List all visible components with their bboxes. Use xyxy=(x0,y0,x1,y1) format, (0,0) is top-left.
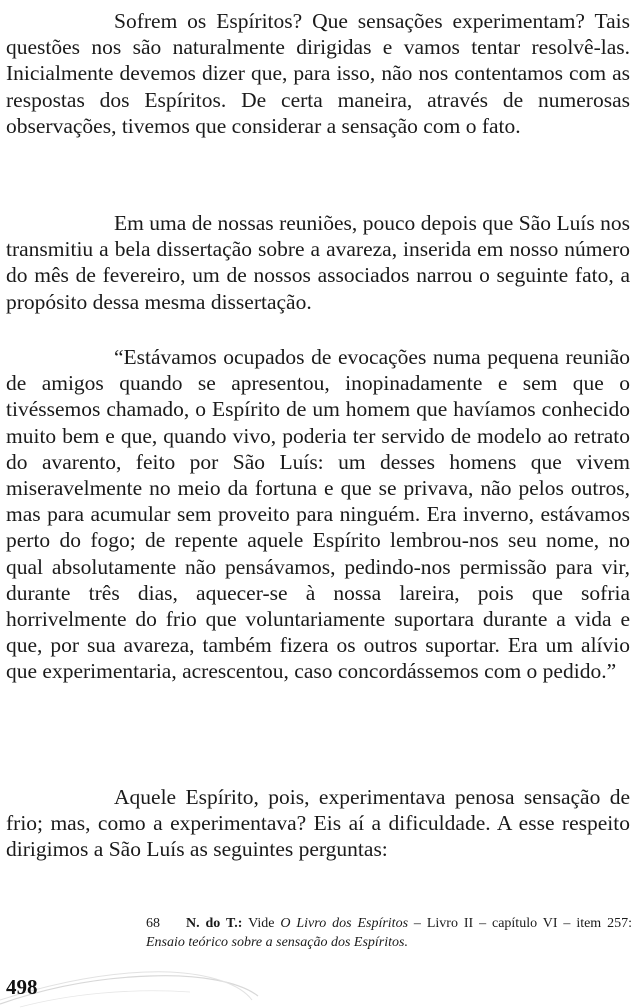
footnote-label: N. do T.: xyxy=(186,916,243,931)
page-number: 498 xyxy=(6,975,38,999)
paragraph-2 xyxy=(6,210,630,315)
footnote-number: 68 xyxy=(146,916,160,931)
footnote-text-before: Vide xyxy=(242,916,281,931)
paragraph-4 xyxy=(6,784,630,863)
decorative-swoosh xyxy=(0,960,260,1008)
footnote xyxy=(146,914,632,952)
paragraph-2-text: Em uma de nossas reuniões, pouco depois que São Luís nos transmitiu a bela dissertação sobre a avareza, inserida em nosso número do mês de fevereiro, um de nossos associados narrou o seguinte fato, a propósito dessa mesma dissertação. xyxy=(6,211,630,314)
paragraph-1 xyxy=(6,8,630,139)
footnote-text-middle: – Livro II – capítulo VI – item 257: xyxy=(408,916,632,931)
paragraph-1-text: Sofrem os Espíritos? Que sensações experimentam? Tais questões nos são naturalmente dirigidas e vamos tentar resolvê-las. Inicialmente devemos dizer que, para isso, não nos contentamos com as respostas dos Espíritos. De certa maneira, através de numerosas observações, tivemos que considerar a sensação com o fato. xyxy=(6,9,630,138)
footnote-essay-title: Ensaio teórico sobre a sensação dos Espíritos. xyxy=(146,935,408,950)
paragraph-3-quote xyxy=(6,344,630,685)
paragraph-4-text: Aquele Espírito, pois, experimentava penosa sensação de frio; mas, como a experimentava? Eis aí a dificuldade. A esse respeito dirigimos a São Luís as seguintes perguntas: xyxy=(6,785,630,862)
paragraph-3-text: “Estávamos ocupados de evocações numa pequena reunião de amigos quando se apresentou, inopinadamente e sem que o tivéssemos chamado, o Espírito de um homem que havíamos conhecido muito bem e que, quando vivo, poderia ter servido de modelo ao retrato do avarento, feito por São Luís: um desses homens que vivem miseravelmente no meio da fortuna e que se privava, não pelos outros, mas para acumular sem proveito para ninguém. Era inverno, estávamos perto do fogo; de repente aquele Espírito lembrou-nos seu nome, no qual absolutamente não pensávamos, pedindo-nos permissão para vir, durante três dias, aquecer-se à nossa lareira, pois que sofria horrivelmente do frio que voluntariamente suportara durante a vida e que, por sua avareza, também fizera os outros suportar. Era um alívio que experimentaria, acrescentou, caso concordássemos com o pedido.” xyxy=(6,345,630,684)
footnote-book-title: O Livro dos Espíritos xyxy=(280,916,409,931)
